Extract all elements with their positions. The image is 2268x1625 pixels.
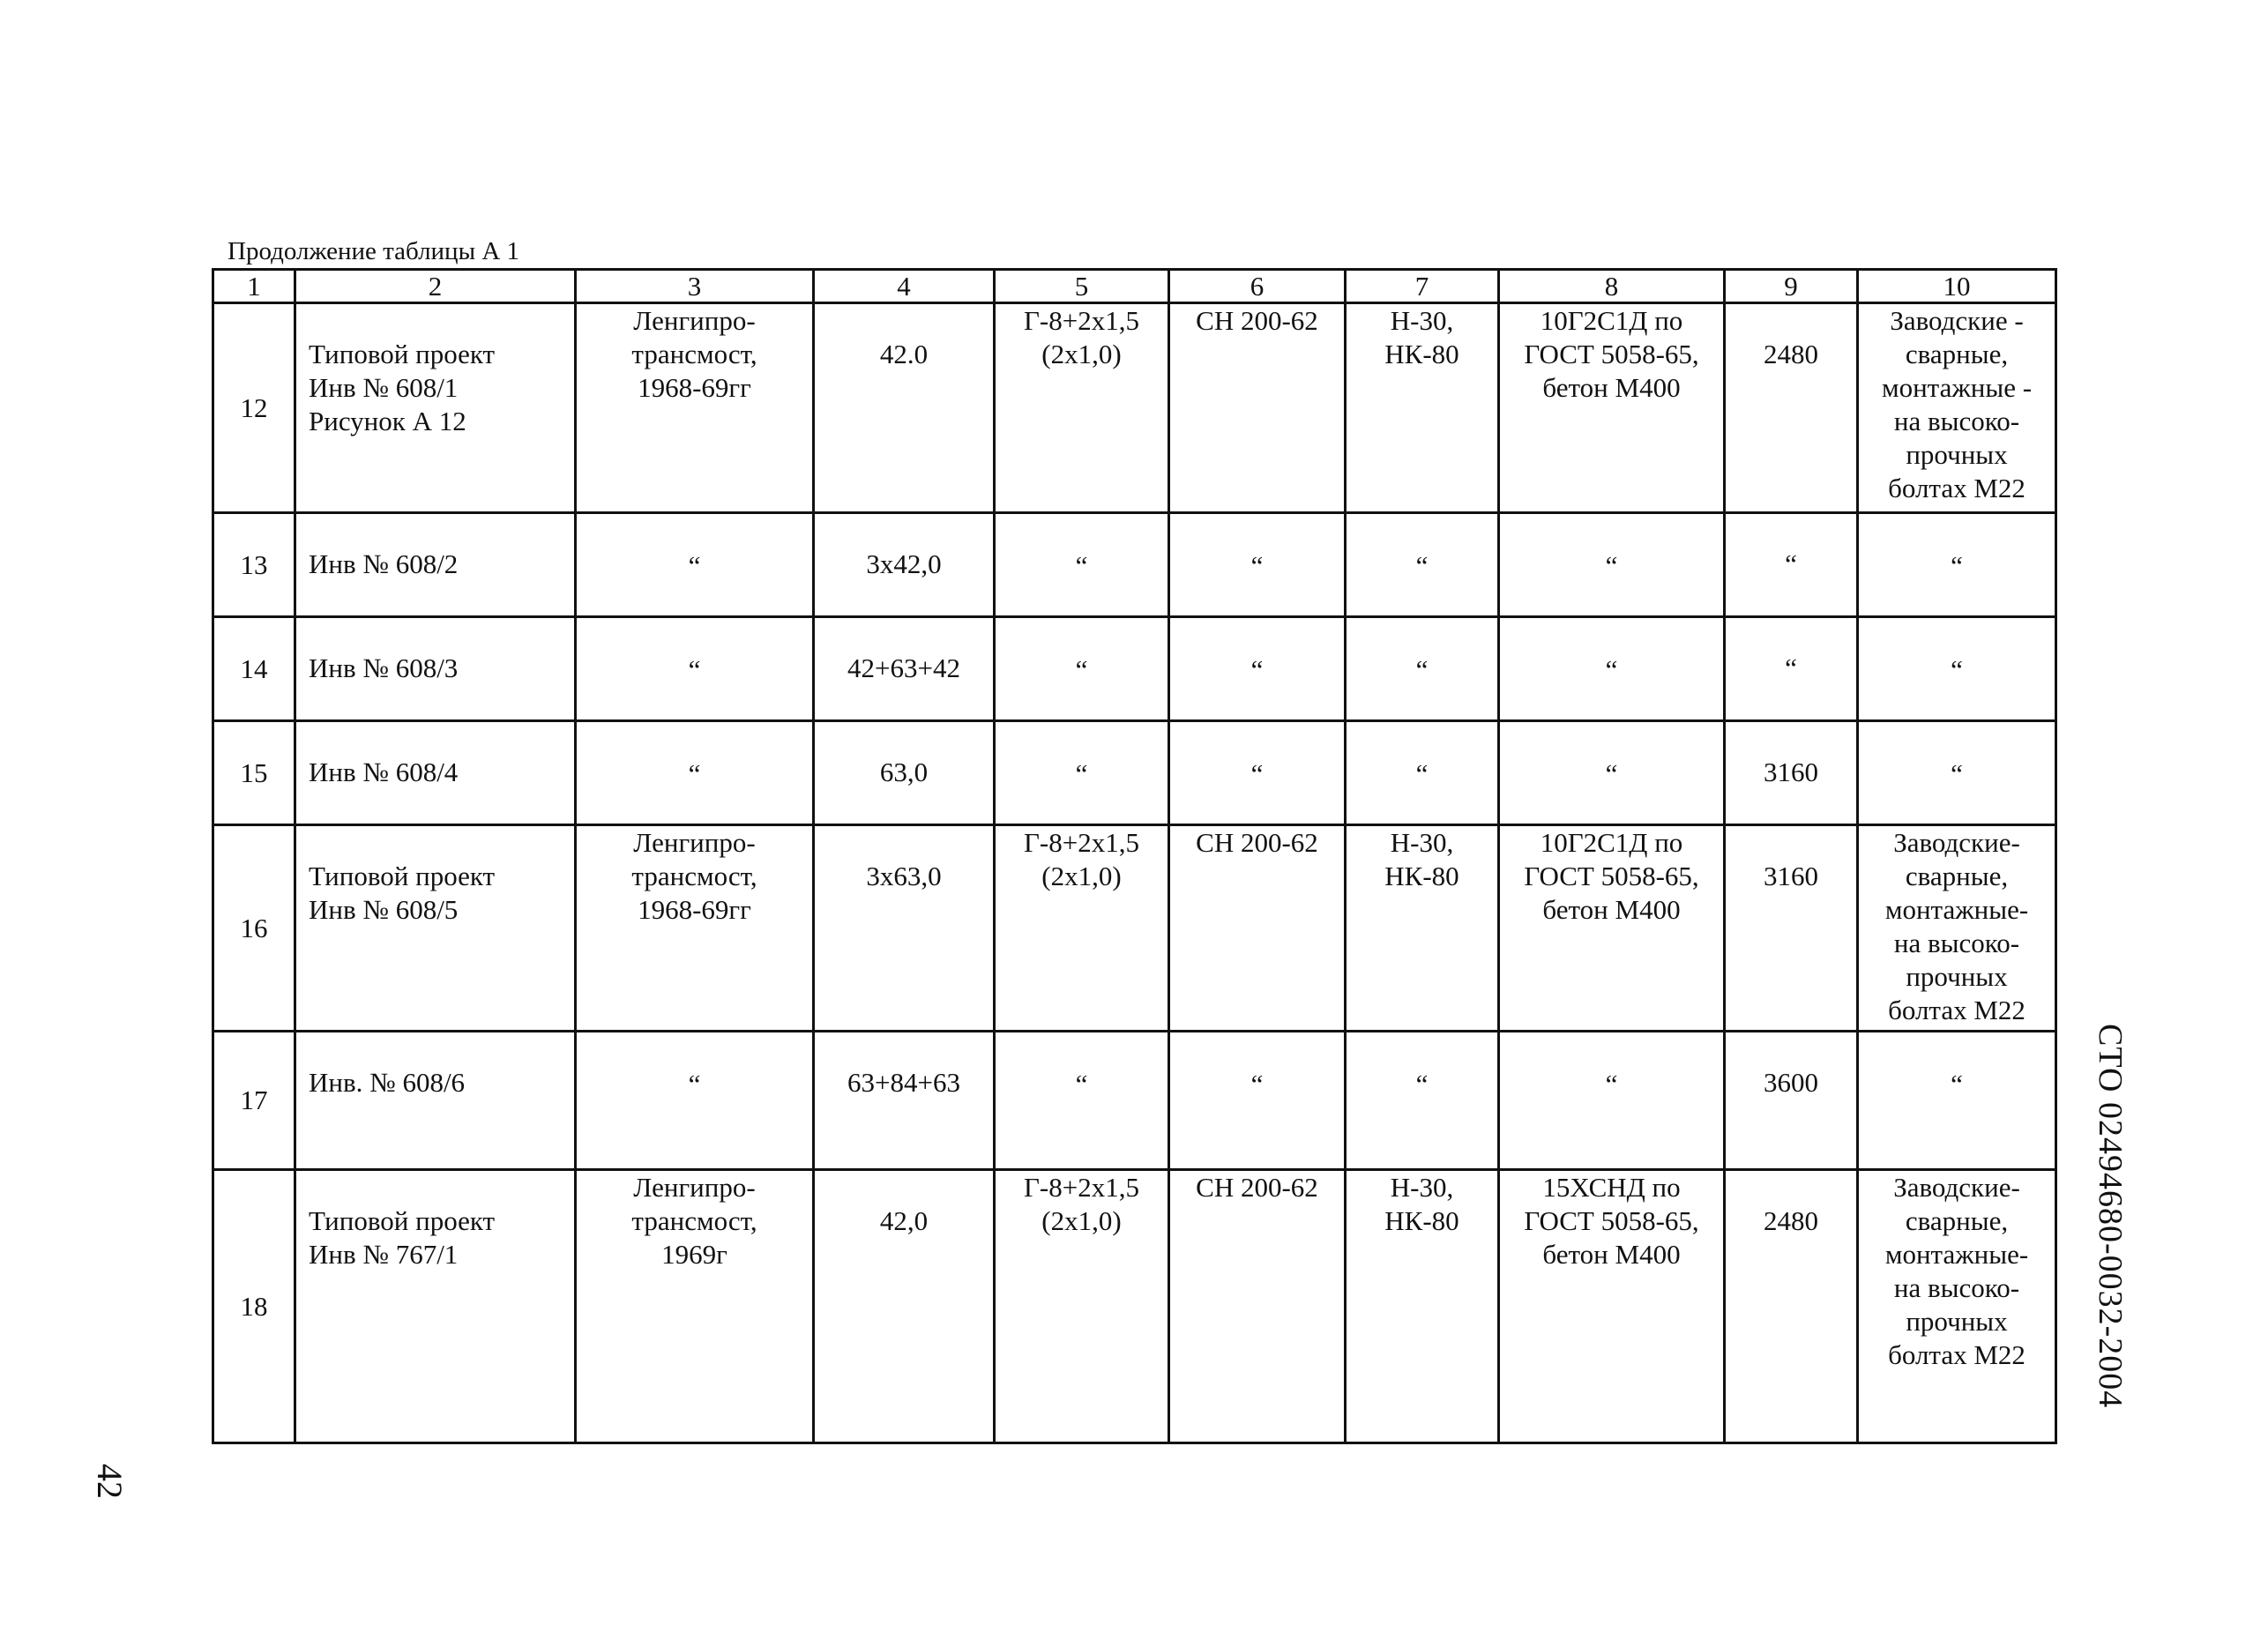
cell-line: “ [1605,1069,1618,1099]
cell-line: ГОСТ 5058-65, [1524,861,1699,891]
cell-line: 1969г [661,1239,727,1270]
column-number: 3 [576,270,814,303]
cell-line: Инв. № 608/6 [309,1067,466,1098]
cell-line: (2х1,0) [1041,861,1122,891]
cell-line: Заводские - [1890,305,2024,336]
value-cell: 2480 [1725,1170,1858,1443]
cell-line: на высоко- [1893,1272,2020,1303]
cell-line: Ленгипро- [633,305,756,336]
standard-cell: СН 200-62 [1169,1170,1346,1443]
designer-cell [576,825,814,1032]
cell-line: 1968-69гг [638,894,751,925]
column-number: 2 [295,270,576,303]
designation-cell [295,1032,576,1170]
cell-line: Заводские- [1893,827,2020,858]
cell-line: 1968-69гг [638,372,751,403]
designer-cell [576,513,814,617]
cell-line: Заводские- [1893,1172,2020,1203]
column-number: 4 [814,270,995,303]
cell-line: (2х1,0) [1041,1205,1122,1236]
column-number: 7 [1346,270,1499,303]
joints-cell [1858,1032,2056,1170]
cell-line: на высоко- [1893,406,2020,436]
cell-line: Инв № 608/5 [309,894,459,925]
cell-line: Рисунок А 12 [309,406,466,436]
cell-line: “ [1605,758,1618,789]
cell-line: сварные, [1905,339,2009,369]
cell-line: Типовой проект [309,339,496,369]
value-cell: “ [1725,617,1858,721]
roadway-cell [995,617,1169,721]
cell-line: “ [1951,550,1963,581]
roadway-cell [995,303,1169,513]
cell-line: монтажные- [1884,894,2029,925]
cell-line: Типовой проект [309,861,496,891]
row-number-cell: 18 [213,1170,295,1443]
load-cell [1346,721,1499,825]
standard-cell: “ [1169,513,1346,617]
cell-line: сварные, [1905,1205,2009,1236]
row-number-cell: 15 [213,721,295,825]
cell-line: прочных [1906,1306,2008,1337]
column-number: 8 [1499,270,1725,303]
span-length-cell: 42+63+42 [814,617,995,721]
table-caption: Продолжение таблицы А 1 [228,237,520,265]
joints-cell [1858,617,2056,721]
designation-cell [295,303,576,513]
cell-line: Ленгипро- [633,827,756,858]
specification-table [212,268,2057,1444]
cell-line: ГОСТ 5058-65, [1524,339,1699,369]
cell-line: болтах М22 [1888,995,2026,1025]
cell-line: Г-8+2х1,5 [1024,305,1139,336]
cell-line: “ [1075,654,1088,685]
cell-line: Ленгипро- [633,1172,756,1203]
cell-line: Н-30, [1390,305,1454,336]
standard-cell: “ [1169,1032,1346,1170]
column-number: 5 [995,270,1169,303]
cell-line: бетон М400 [1542,372,1681,403]
value-cell: 3600 [1725,1032,1858,1170]
designation-cell [295,513,576,617]
designer-cell [576,1170,814,1443]
cell-line: Н-30, [1390,1172,1454,1203]
cell-line: трансмост, [631,1205,757,1236]
span-length-cell: 42,0 [814,1170,995,1443]
cell-line: “ [688,1069,701,1099]
cell-line: ГОСТ 5058-65, [1524,1205,1699,1236]
span-length-cell: 42.0 [814,303,995,513]
cell-line: трансмост, [631,339,757,369]
roadway-cell [995,1170,1169,1443]
cell-line: болтах М22 [1888,1339,2026,1370]
load-cell [1346,303,1499,513]
load-cell [1346,617,1499,721]
cell-line: “ [1075,1069,1088,1099]
column-number: 10 [1858,270,2056,303]
cell-line: сварные, [1905,861,2009,891]
designation-cell [295,825,576,1032]
cell-line: “ [1951,758,1963,789]
material-cell [1499,1032,1725,1170]
cell-line: “ [1415,654,1429,685]
roadway-cell [995,513,1169,617]
table-row [213,1170,2056,1443]
cell-line: бетон М400 [1542,1239,1681,1270]
cell-line: Инв № 608/4 [309,757,459,787]
designer-cell [576,1032,814,1170]
cell-line: “ [1951,1069,1963,1099]
cell-line: НК-80 [1384,339,1459,369]
column-number-row [213,270,2056,303]
column-number: 6 [1169,270,1346,303]
row-number-cell: 16 [213,825,295,1032]
cell-line: НК-80 [1384,1205,1459,1236]
value-cell: 3160 [1725,825,1858,1032]
cell-line: Инв № 608/3 [309,652,459,683]
material-cell [1499,303,1725,513]
cell-line: Инв № 767/1 [309,1239,459,1270]
cell-line: “ [688,654,701,685]
standard-cell: СН 200-62 [1169,303,1346,513]
cell-line: Г-8+2х1,5 [1024,1172,1139,1203]
span-length-cell: 3х63,0 [814,825,995,1032]
table-row [213,825,2056,1032]
standard-cell: “ [1169,721,1346,825]
joints-cell [1858,513,2056,617]
cell-line: Г-8+2х1,5 [1024,827,1139,858]
roadway-cell [995,721,1169,825]
designation-cell [295,1170,576,1443]
cell-line: Инв № 608/2 [309,548,459,579]
cell-line: 15ХСНД по [1542,1172,1681,1203]
row-number-cell: 13 [213,513,295,617]
cell-line: монтажные- [1884,1239,2029,1270]
cell-line: НК-80 [1384,861,1459,891]
table-row [213,1032,2056,1170]
cell-line: Инв № 608/1 [309,372,459,403]
cell-line: (2х1,0) [1041,339,1122,369]
cell-line: “ [1075,550,1088,581]
cell-line: прочных [1906,439,2008,470]
cell-line: трансмост, [631,861,757,891]
row-number-cell: 17 [213,1032,295,1170]
roadway-cell [995,825,1169,1032]
cell-line: 10Г2С1Д по [1540,305,1683,336]
cell-line: Н-30, [1390,827,1454,858]
span-length-cell: 63+84+63 [814,1032,995,1170]
material-cell [1499,825,1725,1032]
table-row [213,303,2056,513]
load-cell [1346,513,1499,617]
table-row [213,721,2056,825]
table-row [213,617,2056,721]
cell-line: “ [1605,550,1618,581]
cell-line: монтажные - [1881,372,2033,403]
material-cell [1499,617,1725,721]
column-number: 1 [213,270,295,303]
load-cell [1346,1032,1499,1170]
standard-cell: СН 200-62 [1169,825,1346,1032]
load-cell [1346,825,1499,1032]
cell-line: бетон М400 [1542,894,1681,925]
designation-cell [295,617,576,721]
designer-cell [576,617,814,721]
cell-line: прочных [1906,961,2008,992]
page-number: 42 [90,1464,130,1499]
row-number-cell: 12 [213,303,295,513]
cell-line: на высоко- [1893,928,2020,958]
cell-line: “ [1075,758,1088,789]
cell-line: болтах М22 [1888,473,2026,503]
cell-line: “ [688,550,701,581]
designation-cell [295,721,576,825]
designer-cell [576,303,814,513]
load-cell [1346,1170,1499,1443]
row-number-cell: 14 [213,617,295,721]
table-row [213,513,2056,617]
material-cell [1499,513,1725,617]
cell-line: “ [1415,758,1429,789]
cell-line: “ [1951,654,1963,685]
cell-line: Типовой проект [309,1205,496,1236]
column-number: 9 [1725,270,1858,303]
span-length-cell: 3х42,0 [814,513,995,617]
material-cell [1499,1170,1725,1443]
span-length-cell: 63,0 [814,721,995,825]
standard-cell: “ [1169,617,1346,721]
cell-line: “ [1415,1069,1429,1099]
joints-cell [1858,1170,2056,1443]
cell-line: “ [1605,654,1618,685]
cell-line: “ [688,758,701,789]
roadway-cell [995,1032,1169,1170]
value-cell: “ [1725,513,1858,617]
value-cell: 2480 [1725,303,1858,513]
joints-cell [1858,721,2056,825]
designer-cell [576,721,814,825]
cell-line: 10Г2С1Д по [1540,827,1683,858]
value-cell: 3160 [1725,721,1858,825]
document-code: СТО 02494680-0032-2004 [2092,1024,2129,1409]
cell-line: “ [1415,550,1429,581]
joints-cell [1858,825,2056,1032]
material-cell [1499,721,1725,825]
joints-cell [1858,303,2056,513]
